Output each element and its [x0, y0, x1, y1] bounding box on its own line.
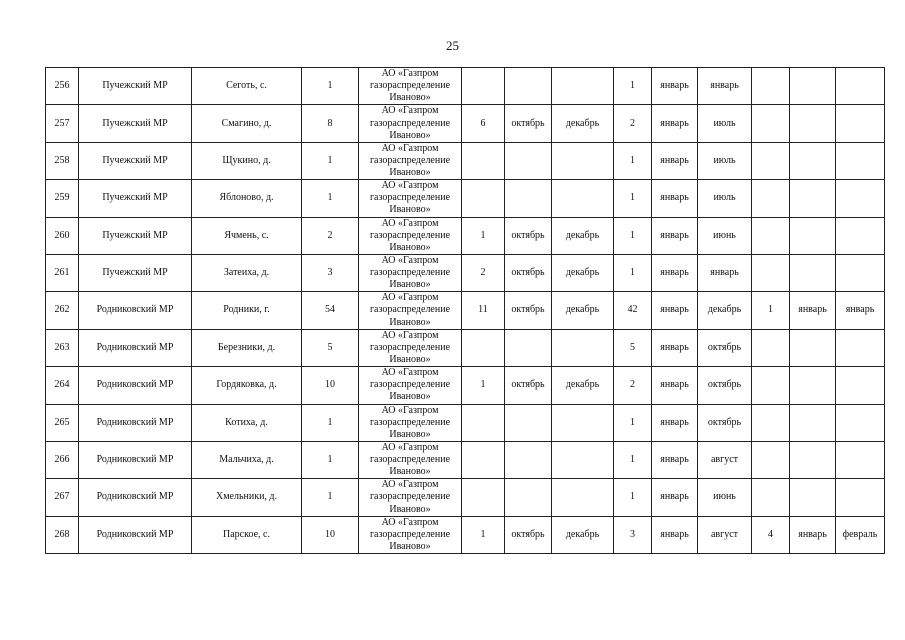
period3-count-cell	[752, 367, 790, 404]
count-cell: 5	[302, 329, 359, 366]
period3-count-cell	[752, 217, 790, 254]
period2-start-cell: январь	[652, 142, 698, 179]
period3-start-cell: январь	[790, 292, 836, 329]
period1-start-cell: октябрь	[505, 254, 552, 291]
row-number-cell: 256	[46, 68, 79, 105]
count-cell: 1	[302, 441, 359, 478]
locality-cell: Ячмень, с.	[192, 217, 302, 254]
period1-count-cell	[462, 180, 505, 217]
district-cell: Пучежский МР	[79, 180, 192, 217]
period3-end-cell	[836, 367, 885, 404]
period3-count-cell	[752, 68, 790, 105]
period2-end-cell: январь	[698, 68, 752, 105]
table-row	[46, 329, 885, 366]
table-row	[46, 441, 885, 478]
organization-cell: АО «Газпром газораспределение Иваново»	[359, 329, 462, 366]
period2-start-cell: январь	[652, 105, 698, 142]
locality-cell: Затеиха, д.	[192, 254, 302, 291]
organization-cell: АО «Газпром газораспределение Иваново»	[359, 180, 462, 217]
period1-end-cell	[552, 441, 614, 478]
table-row	[46, 292, 885, 329]
period2-end-cell: декабрь	[698, 292, 752, 329]
period2-count-cell: 1	[614, 142, 652, 179]
period2-count-cell: 1	[614, 68, 652, 105]
period3-count-cell	[752, 404, 790, 441]
period2-count-cell: 3	[614, 516, 652, 553]
period3-count-cell: 4	[752, 516, 790, 553]
count-cell: 1	[302, 180, 359, 217]
period1-count-cell	[462, 479, 505, 516]
locality-cell: Щукино, д.	[192, 142, 302, 179]
period2-start-cell: январь	[652, 516, 698, 553]
period1-count-cell	[462, 68, 505, 105]
organization-cell: АО «Газпром газораспределение Иваново»	[359, 404, 462, 441]
period2-count-cell: 42	[614, 292, 652, 329]
period3-count-cell	[752, 105, 790, 142]
district-cell: Пучежский МР	[79, 68, 192, 105]
table-row	[46, 516, 885, 553]
period1-end-cell: декабрь	[552, 105, 614, 142]
period3-end-cell	[836, 217, 885, 254]
period3-start-cell	[790, 329, 836, 366]
organization-cell: АО «Газпром газораспределение Иваново»	[359, 254, 462, 291]
period3-count-cell	[752, 479, 790, 516]
period2-count-cell: 1	[614, 217, 652, 254]
period1-start-cell	[505, 142, 552, 179]
period1-count-cell: 1	[462, 516, 505, 553]
period2-count-cell: 1	[614, 479, 652, 516]
period1-end-cell: декабрь	[552, 292, 614, 329]
period2-start-cell: январь	[652, 329, 698, 366]
count-cell: 1	[302, 479, 359, 516]
period3-start-cell	[790, 105, 836, 142]
period2-end-cell: октябрь	[698, 367, 752, 404]
table-row	[46, 254, 885, 291]
period1-start-cell	[505, 68, 552, 105]
locality-cell: Яблоново, д.	[192, 180, 302, 217]
period2-start-cell: январь	[652, 441, 698, 478]
district-cell: Пучежский МР	[79, 105, 192, 142]
period1-end-cell	[552, 329, 614, 366]
period3-end-cell	[836, 329, 885, 366]
count-cell: 3	[302, 254, 359, 291]
district-cell: Родниковский МР	[79, 404, 192, 441]
period1-start-cell: октябрь	[505, 217, 552, 254]
period3-start-cell	[790, 68, 836, 105]
period2-count-cell: 2	[614, 105, 652, 142]
period3-start-cell	[790, 441, 836, 478]
table-row	[46, 68, 885, 105]
row-number-cell: 261	[46, 254, 79, 291]
period3-start-cell	[790, 404, 836, 441]
period1-end-cell	[552, 404, 614, 441]
row-number-cell: 264	[46, 367, 79, 404]
locality-cell: Парское, с.	[192, 516, 302, 553]
row-number-cell: 257	[46, 105, 79, 142]
period1-count-cell: 2	[462, 254, 505, 291]
period1-end-cell: декабрь	[552, 217, 614, 254]
period2-start-cell: январь	[652, 68, 698, 105]
row-number-cell: 263	[46, 329, 79, 366]
period2-count-cell: 1	[614, 180, 652, 217]
period1-count-cell: 11	[462, 292, 505, 329]
table-body	[46, 68, 885, 554]
period1-start-cell	[505, 479, 552, 516]
period2-count-cell: 1	[614, 441, 652, 478]
table-row	[46, 404, 885, 441]
locality-cell: Сеготь, с.	[192, 68, 302, 105]
period3-count-cell: 1	[752, 292, 790, 329]
locality-cell: Смагино, д.	[192, 105, 302, 142]
period3-end-cell	[836, 68, 885, 105]
table-row	[46, 367, 885, 404]
district-cell: Родниковский МР	[79, 329, 192, 366]
period1-end-cell: декабрь	[552, 516, 614, 553]
locality-cell: Гордяковка, д.	[192, 367, 302, 404]
row-number-cell: 259	[46, 180, 79, 217]
locality-cell: Котиха, д.	[192, 404, 302, 441]
table-row	[46, 142, 885, 179]
locality-cell: Березники, д.	[192, 329, 302, 366]
period1-count-cell	[462, 404, 505, 441]
locality-cell: Хмельники, д.	[192, 479, 302, 516]
period3-start-cell	[790, 180, 836, 217]
period3-start-cell	[790, 254, 836, 291]
count-cell: 10	[302, 516, 359, 553]
period2-count-cell: 1	[614, 404, 652, 441]
district-cell: Родниковский МР	[79, 479, 192, 516]
period1-count-cell	[462, 441, 505, 478]
period3-start-cell	[790, 479, 836, 516]
period2-start-cell: январь	[652, 217, 698, 254]
locality-cell: Родники, г.	[192, 292, 302, 329]
count-cell: 1	[302, 142, 359, 179]
period1-end-cell: декабрь	[552, 254, 614, 291]
row-number-cell: 268	[46, 516, 79, 553]
organization-cell: АО «Газпром газораспределение Иваново»	[359, 217, 462, 254]
period2-end-cell: октябрь	[698, 404, 752, 441]
period2-start-cell: январь	[652, 254, 698, 291]
period2-start-cell: январь	[652, 180, 698, 217]
period1-count-cell	[462, 142, 505, 179]
district-cell: Родниковский МР	[79, 367, 192, 404]
page-number: 25	[446, 38, 459, 53]
count-cell: 1	[302, 404, 359, 441]
table-row	[46, 479, 885, 516]
district-cell: Родниковский МР	[79, 292, 192, 329]
period3-count-cell	[752, 142, 790, 179]
period2-start-cell: январь	[652, 292, 698, 329]
period2-end-cell: январь	[698, 254, 752, 291]
period1-end-cell	[552, 479, 614, 516]
period3-end-cell	[836, 404, 885, 441]
period2-start-cell: январь	[652, 367, 698, 404]
row-number-cell: 265	[46, 404, 79, 441]
period3-count-cell	[752, 254, 790, 291]
period1-end-cell: декабрь	[552, 367, 614, 404]
period2-end-cell: октябрь	[698, 329, 752, 366]
locality-cell: Мальчиха, д.	[192, 441, 302, 478]
period1-count-cell: 1	[462, 217, 505, 254]
count-cell: 1	[302, 68, 359, 105]
period2-count-cell: 2	[614, 367, 652, 404]
period2-end-cell: июнь	[698, 479, 752, 516]
period1-start-cell	[505, 329, 552, 366]
district-cell: Пучежский МР	[79, 217, 192, 254]
period2-end-cell: июль	[698, 142, 752, 179]
period2-end-cell: август	[698, 441, 752, 478]
table-row	[46, 180, 885, 217]
row-number-cell: 267	[46, 479, 79, 516]
period3-end-cell	[836, 105, 885, 142]
district-cell: Пучежский МР	[79, 142, 192, 179]
period1-end-cell	[552, 68, 614, 105]
period2-end-cell: август	[698, 516, 752, 553]
period3-count-cell	[752, 180, 790, 217]
period3-start-cell: январь	[790, 516, 836, 553]
period3-count-cell	[752, 441, 790, 478]
period3-end-cell	[836, 142, 885, 179]
organization-cell: АО «Газпром газораспределение Иваново»	[359, 142, 462, 179]
period2-end-cell: июль	[698, 180, 752, 217]
period2-start-cell: январь	[652, 404, 698, 441]
count-cell: 2	[302, 217, 359, 254]
district-cell: Пучежский МР	[79, 254, 192, 291]
organization-cell: АО «Газпром газораспределение Иваново»	[359, 105, 462, 142]
count-cell: 10	[302, 367, 359, 404]
period2-end-cell: июнь	[698, 217, 752, 254]
row-number-cell: 260	[46, 217, 79, 254]
organization-cell: АО «Газпром газораспределение Иваново»	[359, 479, 462, 516]
organization-cell: АО «Газпром газораспределение Иваново»	[359, 292, 462, 329]
period2-start-cell: январь	[652, 479, 698, 516]
period3-start-cell	[790, 142, 836, 179]
period3-end-cell: январь	[836, 292, 885, 329]
period1-end-cell	[552, 180, 614, 217]
period3-end-cell	[836, 254, 885, 291]
period3-start-cell	[790, 367, 836, 404]
period1-end-cell	[552, 142, 614, 179]
period1-start-cell: октябрь	[505, 516, 552, 553]
period1-count-cell	[462, 329, 505, 366]
organization-cell: АО «Газпром газораспределение Иваново»	[359, 367, 462, 404]
table-row	[46, 217, 885, 254]
period1-count-cell: 6	[462, 105, 505, 142]
period3-end-cell	[836, 479, 885, 516]
organization-cell: АО «Газпром газораспределение Иваново»	[359, 441, 462, 478]
period3-count-cell	[752, 329, 790, 366]
district-cell: Родниковский МР	[79, 441, 192, 478]
period2-count-cell: 1	[614, 254, 652, 291]
period2-end-cell: июль	[698, 105, 752, 142]
period3-end-cell	[836, 180, 885, 217]
period1-start-cell: октябрь	[505, 292, 552, 329]
count-cell: 54	[302, 292, 359, 329]
row-number-cell: 258	[46, 142, 79, 179]
row-number-cell: 266	[46, 441, 79, 478]
period3-end-cell: февраль	[836, 516, 885, 553]
organization-cell: АО «Газпром газораспределение Иваново»	[359, 516, 462, 553]
period2-count-cell: 5	[614, 329, 652, 366]
period1-start-cell: октябрь	[505, 105, 552, 142]
period3-end-cell	[836, 441, 885, 478]
data-table	[45, 67, 885, 554]
organization-cell: АО «Газпром газораспределение Иваново»	[359, 68, 462, 105]
row-number-cell: 262	[46, 292, 79, 329]
count-cell: 8	[302, 105, 359, 142]
period1-start-cell	[505, 441, 552, 478]
table-row	[46, 105, 885, 142]
period1-count-cell: 1	[462, 367, 505, 404]
period1-start-cell: октябрь	[505, 367, 552, 404]
period1-start-cell	[505, 180, 552, 217]
period3-start-cell	[790, 217, 836, 254]
period1-start-cell	[505, 404, 552, 441]
district-cell: Родниковский МР	[79, 516, 192, 553]
